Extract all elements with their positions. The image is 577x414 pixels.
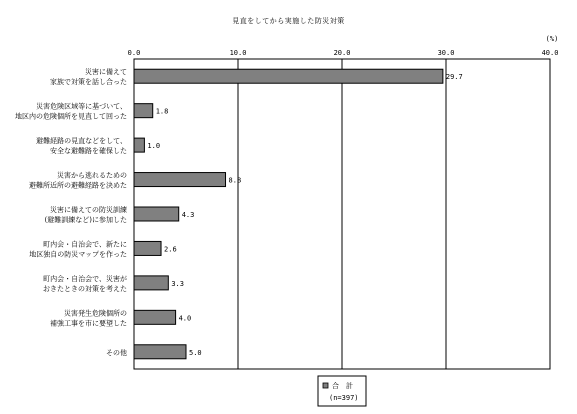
bar: [134, 310, 176, 324]
bar: [134, 173, 226, 187]
x-tick-label: 10.0: [229, 49, 247, 57]
bar: [134, 241, 161, 255]
category-label: 家族で対策を話し合った: [50, 78, 127, 87]
category-label: 町内会・自治会で、災害が: [43, 274, 127, 283]
category-label: 避難経路の見直などをして、: [36, 137, 127, 146]
category-label: 災害に備えての防災訓練: [50, 206, 127, 214]
category-label: 災害発生危険個所の: [64, 309, 127, 318]
category-label: 地区独自の防災マップを作った: [29, 250, 127, 259]
data-label: 8.8: [228, 176, 242, 185]
bar: [134, 207, 179, 221]
data-label: 1.8: [155, 107, 169, 116]
x-tick-label: 0.0: [127, 49, 141, 57]
category-label: 町内会・自治会で、新たに: [43, 240, 127, 249]
category-label: おきたときの対策を考えた: [43, 284, 127, 293]
data-label: 4.3: [181, 211, 195, 219]
legend-swatch: [323, 383, 328, 388]
category-label: 災害に備えて: [85, 68, 127, 77]
legend-series-name: 合 計: [332, 382, 353, 390]
data-label: 1.0: [147, 142, 161, 151]
axis-unit-label: (%): [545, 35, 559, 43]
bar: [134, 69, 443, 83]
category-label: 安全な避難路を確保した: [50, 147, 127, 156]
x-tick-label: 30.0: [437, 49, 455, 57]
x-tick-label: 40.0: [541, 49, 559, 57]
category-label: その他: [106, 348, 127, 357]
bar: [134, 276, 168, 290]
data-label: 2.6: [164, 245, 177, 254]
category-label: 災害危険区域等に基づいて、: [36, 102, 127, 111]
bar: [134, 104, 153, 118]
category-label: 地区内の危険個所を見直して回った: [15, 112, 127, 121]
legend-note: (n=397): [329, 394, 359, 402]
category-label: 災害から逃れるための: [57, 171, 127, 180]
category-label: 避難所近所の避難経路を決めた: [29, 181, 127, 190]
data-label: 29.7: [445, 73, 463, 82]
bar: [134, 138, 144, 152]
data-label: 5.0: [189, 348, 202, 357]
category-label: 補強工事を市に要望した: [50, 319, 127, 328]
chart-title: 見直をしてから実施した防災対策: [232, 17, 345, 25]
data-label: 4.0: [178, 314, 192, 323]
category-label: (避難訓練など)に参加した: [44, 216, 127, 224]
data-label: 3.3: [171, 279, 184, 288]
bar: [134, 345, 186, 359]
x-tick-label: 20.0: [333, 49, 351, 57]
